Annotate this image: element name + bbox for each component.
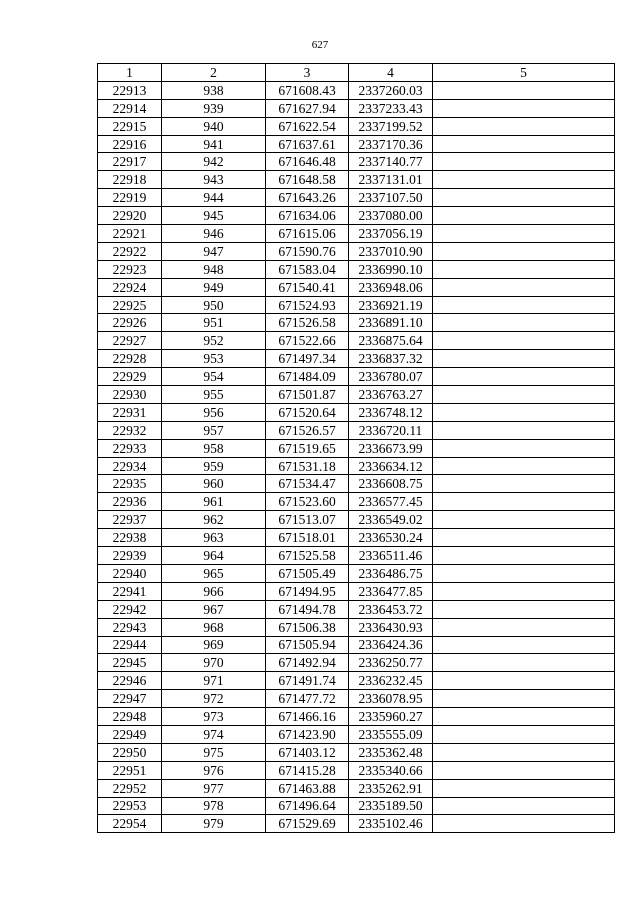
table-cell: 964 (162, 547, 266, 565)
table-cell: 22928 (98, 350, 162, 368)
table-cell: 22945 (98, 654, 162, 672)
table-cell: 671529.69 (266, 815, 349, 833)
table-cell: 978 (162, 797, 266, 815)
table-cell: 22925 (98, 296, 162, 314)
column-header: 3 (266, 64, 349, 82)
table-cell: 939 (162, 99, 266, 117)
table-cell: 963 (162, 529, 266, 547)
table-cell: 22946 (98, 672, 162, 690)
table-cell: 22926 (98, 314, 162, 332)
table-cell: 671496.64 (266, 797, 349, 815)
table-cell: 22954 (98, 815, 162, 833)
table-cell (433, 421, 615, 439)
table-row (98, 690, 615, 708)
table-cell: 671463.88 (266, 779, 349, 797)
table-cell: 2337199.52 (349, 117, 433, 135)
table-cell (433, 457, 615, 475)
table-row (98, 314, 615, 332)
table-cell: 671531.18 (266, 457, 349, 475)
table-cell: 2336837.32 (349, 350, 433, 368)
table-cell (433, 779, 615, 797)
table-cell: 2336078.95 (349, 690, 433, 708)
table-cell: 671497.34 (266, 350, 349, 368)
table-row (98, 761, 615, 779)
table-row (98, 600, 615, 618)
table-cell: 671501.87 (266, 386, 349, 404)
table-row (98, 153, 615, 171)
table-cell (433, 690, 615, 708)
table-cell: 2335262.91 (349, 779, 433, 797)
table-cell: 2337233.43 (349, 99, 433, 117)
table-row (98, 654, 615, 672)
table-cell: 671403.12 (266, 743, 349, 761)
table-cell: 22951 (98, 761, 162, 779)
table-cell: 2336634.12 (349, 457, 433, 475)
table-cell: 973 (162, 708, 266, 726)
table-row (98, 529, 615, 547)
table-cell: 671477.72 (266, 690, 349, 708)
table-cell: 671524.93 (266, 296, 349, 314)
table-cell (433, 564, 615, 582)
table-cell: 953 (162, 350, 266, 368)
table-row (98, 278, 615, 296)
table-cell: 671492.94 (266, 654, 349, 672)
table-row (98, 743, 615, 761)
table-cell: 22923 (98, 260, 162, 278)
table-cell: 671540.41 (266, 278, 349, 296)
table-cell: 941 (162, 135, 266, 153)
table-row (98, 439, 615, 457)
table-cell: 954 (162, 368, 266, 386)
table-cell: 671505.49 (266, 564, 349, 582)
table-cell: 671523.60 (266, 493, 349, 511)
table-row (98, 135, 615, 153)
table-row (98, 547, 615, 565)
table-cell: 22914 (98, 99, 162, 117)
table-cell: 22940 (98, 564, 162, 582)
table-cell (433, 135, 615, 153)
table-cell: 22944 (98, 636, 162, 654)
table-cell: 671522.66 (266, 332, 349, 350)
table-cell: 671519.65 (266, 439, 349, 457)
table-cell: 671491.74 (266, 672, 349, 690)
table-cell: 22948 (98, 708, 162, 726)
table-row (98, 117, 615, 135)
table-cell (433, 368, 615, 386)
table-cell (433, 350, 615, 368)
table-cell: 671494.78 (266, 600, 349, 618)
table-cell (433, 314, 615, 332)
table-row (98, 368, 615, 386)
table-cell: 22917 (98, 153, 162, 171)
table-cell: 2336673.99 (349, 439, 433, 457)
table-cell (433, 153, 615, 171)
table-cell (433, 296, 615, 314)
table-cell: 22921 (98, 225, 162, 243)
table-cell: 949 (162, 278, 266, 296)
table-cell: 671520.64 (266, 403, 349, 421)
table-cell: 955 (162, 386, 266, 404)
table-cell: 2336780.07 (349, 368, 433, 386)
table-row (98, 725, 615, 743)
table-cell: 2336921.19 (349, 296, 433, 314)
table-cell: 958 (162, 439, 266, 457)
table-cell: 2336511.46 (349, 547, 433, 565)
table-cell: 2335340.66 (349, 761, 433, 779)
table-cell: 940 (162, 117, 266, 135)
table-cell: 2336577.45 (349, 493, 433, 511)
table-row (98, 386, 615, 404)
table-row (98, 296, 615, 314)
table-cell (433, 439, 615, 457)
table-cell: 671637.61 (266, 135, 349, 153)
table-cell: 945 (162, 207, 266, 225)
table-cell: 962 (162, 511, 266, 529)
table-cell: 671505.94 (266, 636, 349, 654)
table-cell (433, 654, 615, 672)
table-cell: 22919 (98, 189, 162, 207)
page-number: 627 (311, 39, 329, 51)
table-cell (433, 99, 615, 117)
table-cell (433, 117, 615, 135)
table-cell: 22920 (98, 207, 162, 225)
table-cell: 971 (162, 672, 266, 690)
table-cell: 2337080.00 (349, 207, 433, 225)
table-row (98, 815, 615, 833)
table-cell: 947 (162, 242, 266, 260)
table-cell: 2335960.27 (349, 708, 433, 726)
table-cell: 671634.06 (266, 207, 349, 225)
table-cell: 967 (162, 600, 266, 618)
table-row (98, 708, 615, 726)
table-cell (433, 332, 615, 350)
table-cell: 976 (162, 761, 266, 779)
table-cell: 946 (162, 225, 266, 243)
table-row (98, 242, 615, 260)
table-cell: 2336763.27 (349, 386, 433, 404)
table-cell (433, 708, 615, 726)
column-header: 2 (162, 64, 266, 82)
table-row (98, 457, 615, 475)
table-cell: 970 (162, 654, 266, 672)
table-cell (433, 278, 615, 296)
table-cell: 22939 (98, 547, 162, 565)
table-cell: 2335555.09 (349, 725, 433, 743)
table-row (98, 421, 615, 439)
table-cell: 22949 (98, 725, 162, 743)
table-cell: 2335362.48 (349, 743, 433, 761)
table-row (98, 618, 615, 636)
table-cell: 957 (162, 421, 266, 439)
table-cell: 22913 (98, 81, 162, 99)
column-header: 4 (349, 64, 433, 82)
table-cell: 974 (162, 725, 266, 743)
column-header: 5 (433, 64, 615, 82)
table-row (98, 332, 615, 350)
table-cell (433, 797, 615, 815)
column-header: 1 (98, 64, 162, 82)
table-cell: 671534.47 (266, 475, 349, 493)
table-cell (433, 743, 615, 761)
table-cell (433, 242, 615, 260)
table-row (98, 403, 615, 421)
table-cell (433, 207, 615, 225)
table-cell: 671615.06 (266, 225, 349, 243)
table-cell: 977 (162, 779, 266, 797)
table-cell: 2336990.10 (349, 260, 433, 278)
table-cell: 2336430.93 (349, 618, 433, 636)
table-cell: 22931 (98, 403, 162, 421)
table-cell: 22941 (98, 582, 162, 600)
table-cell: 22947 (98, 690, 162, 708)
table-cell: 22953 (98, 797, 162, 815)
coordinates-table (97, 63, 615, 833)
table-cell (433, 672, 615, 690)
table-cell: 968 (162, 618, 266, 636)
table-cell: 942 (162, 153, 266, 171)
table-cell: 671423.90 (266, 725, 349, 743)
table-cell: 2336891.10 (349, 314, 433, 332)
table-cell: 972 (162, 690, 266, 708)
table-cell: 966 (162, 582, 266, 600)
table-cell: 22936 (98, 493, 162, 511)
table-cell: 969 (162, 636, 266, 654)
table-cell: 22915 (98, 117, 162, 135)
table-row (98, 260, 615, 278)
table-row (98, 636, 615, 654)
table-cell: 2337140.77 (349, 153, 433, 171)
table-row (98, 81, 615, 99)
table-cell: 2336250.77 (349, 654, 433, 672)
table-cell (433, 511, 615, 529)
table-cell (433, 260, 615, 278)
table-cell (433, 171, 615, 189)
table-cell (433, 547, 615, 565)
table-row (98, 207, 615, 225)
table-row (98, 493, 615, 511)
table-cell: 2336875.64 (349, 332, 433, 350)
table-cell: 2337056.19 (349, 225, 433, 243)
table-cell: 2336948.06 (349, 278, 433, 296)
table-cell: 2337170.36 (349, 135, 433, 153)
table-cell: 22932 (98, 421, 162, 439)
table-cell: 2336720.11 (349, 421, 433, 439)
table-cell: 22950 (98, 743, 162, 761)
table-cell: 671643.26 (266, 189, 349, 207)
table-cell: 22934 (98, 457, 162, 475)
table-cell (433, 618, 615, 636)
table-body (98, 81, 615, 832)
table-cell: 960 (162, 475, 266, 493)
table-row (98, 582, 615, 600)
table-row (98, 797, 615, 815)
table-row (98, 99, 615, 117)
table-cell (433, 475, 615, 493)
table-cell: 948 (162, 260, 266, 278)
table-row (98, 511, 615, 529)
table-cell: 2336424.36 (349, 636, 433, 654)
table-cell: 671627.94 (266, 99, 349, 117)
table-cell: 671415.28 (266, 761, 349, 779)
table-cell: 22922 (98, 242, 162, 260)
table-cell: 22918 (98, 171, 162, 189)
table-cell: 671494.95 (266, 582, 349, 600)
table-cell: 956 (162, 403, 266, 421)
table-cell (433, 761, 615, 779)
table-cell (433, 81, 615, 99)
table-cell: 671646.48 (266, 153, 349, 171)
table-cell: 951 (162, 314, 266, 332)
table-cell: 22927 (98, 332, 162, 350)
table-cell: 671513.07 (266, 511, 349, 529)
table-cell (433, 815, 615, 833)
table-cell: 671590.76 (266, 242, 349, 260)
table-cell: 2336486.75 (349, 564, 433, 582)
table-cell: 2336748.12 (349, 403, 433, 421)
table-cell: 2336549.02 (349, 511, 433, 529)
table-row (98, 350, 615, 368)
table-cell: 671484.09 (266, 368, 349, 386)
table-cell: 22943 (98, 618, 162, 636)
table-cell: 2337260.03 (349, 81, 433, 99)
table-cell: 22952 (98, 779, 162, 797)
table-cell: 938 (162, 81, 266, 99)
table-cell (433, 725, 615, 743)
table-cell: 2337107.50 (349, 189, 433, 207)
table-cell: 671526.57 (266, 421, 349, 439)
table-cell: 671583.04 (266, 260, 349, 278)
table-cell: 944 (162, 189, 266, 207)
table-cell: 671518.01 (266, 529, 349, 547)
table-cell (433, 189, 615, 207)
table-cell (433, 403, 615, 421)
table-cell: 671608.43 (266, 81, 349, 99)
table-cell: 671506.38 (266, 618, 349, 636)
table-cell: 952 (162, 332, 266, 350)
table-cell: 2336453.72 (349, 600, 433, 618)
table-row (98, 189, 615, 207)
table-cell: 959 (162, 457, 266, 475)
table-cell: 2336530.24 (349, 529, 433, 547)
table-cell: 979 (162, 815, 266, 833)
table-cell: 22929 (98, 368, 162, 386)
table-cell: 961 (162, 493, 266, 511)
table-cell: 2337010.90 (349, 242, 433, 260)
table-cell: 22924 (98, 278, 162, 296)
table-row (98, 225, 615, 243)
table-row (98, 779, 615, 797)
table-row (98, 475, 615, 493)
table-header-row (98, 64, 615, 82)
table-cell (433, 493, 615, 511)
table-cell: 943 (162, 171, 266, 189)
table-cell: 950 (162, 296, 266, 314)
table-cell: 671525.58 (266, 547, 349, 565)
table-cell: 22938 (98, 529, 162, 547)
table-cell (433, 386, 615, 404)
table-cell: 965 (162, 564, 266, 582)
table-cell (433, 636, 615, 654)
table-cell: 671622.54 (266, 117, 349, 135)
table-cell: 22916 (98, 135, 162, 153)
table-cell (433, 529, 615, 547)
table-cell (433, 582, 615, 600)
table-cell: 671526.58 (266, 314, 349, 332)
table-cell: 22937 (98, 511, 162, 529)
table-cell: 671648.58 (266, 171, 349, 189)
table-cell: 2336232.45 (349, 672, 433, 690)
table-cell: 975 (162, 743, 266, 761)
table-row (98, 171, 615, 189)
table-cell: 22930 (98, 386, 162, 404)
table-row (98, 672, 615, 690)
table-cell: 2337131.01 (349, 171, 433, 189)
table-cell: 22933 (98, 439, 162, 457)
table-cell: 2336477.85 (349, 582, 433, 600)
table-cell: 2335102.46 (349, 815, 433, 833)
table-cell (433, 225, 615, 243)
table-cell: 2336608.75 (349, 475, 433, 493)
table-cell: 22942 (98, 600, 162, 618)
table-row (98, 564, 615, 582)
table-cell: 22935 (98, 475, 162, 493)
table-cell (433, 600, 615, 618)
table-cell: 671466.16 (266, 708, 349, 726)
table-cell: 2335189.50 (349, 797, 433, 815)
